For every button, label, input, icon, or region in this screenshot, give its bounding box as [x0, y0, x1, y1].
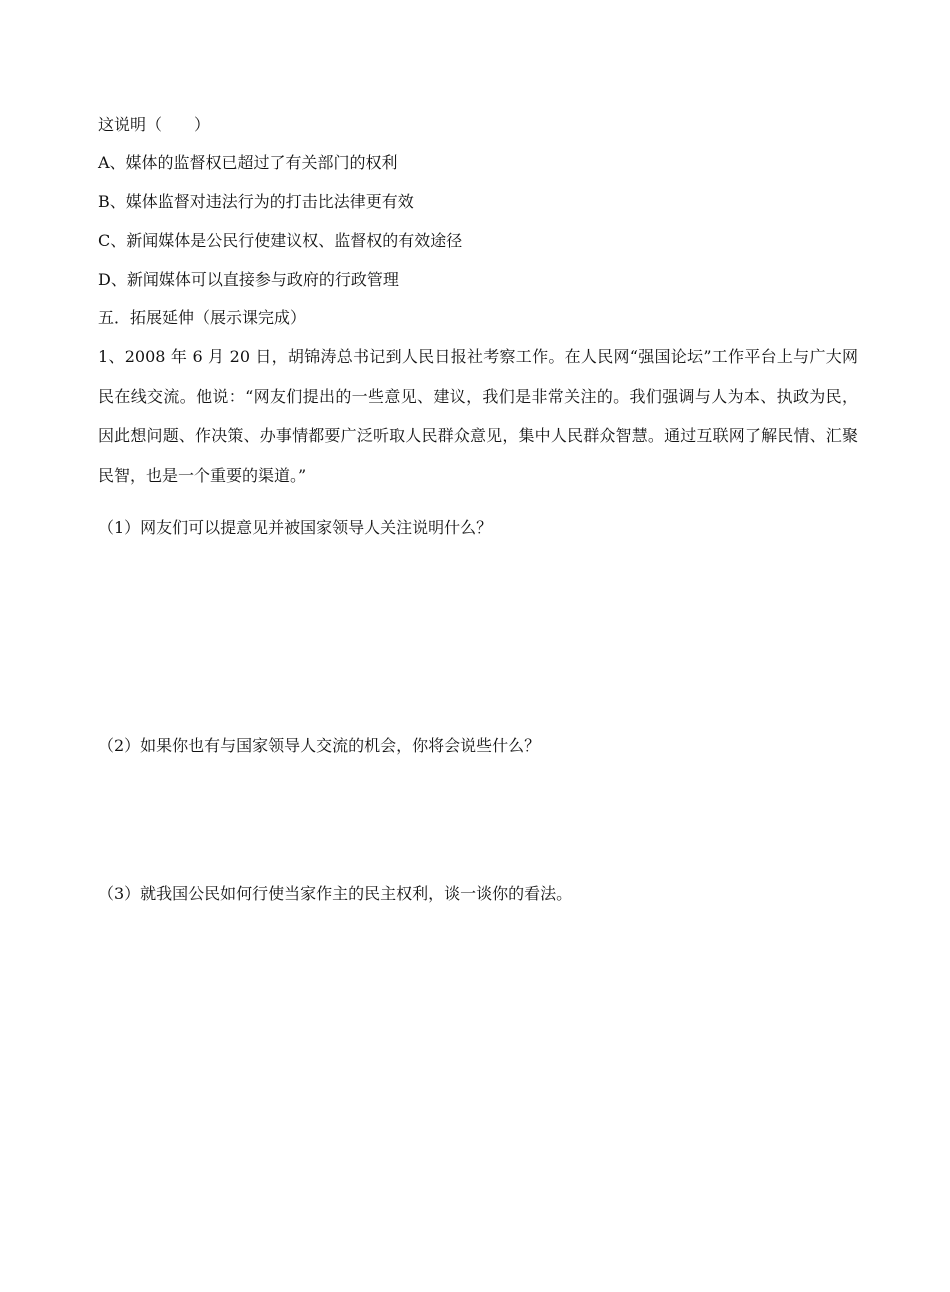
option-d: D、新闻媒体可以直接参与政府的行政管理 [98, 270, 399, 289]
sub-question-2: （2）如果你也有与国家领导人交流的机会，你将会说些什么？ [98, 736, 541, 755]
option-a: A、媒体的监督权已超过了有关部门的权利 [98, 153, 398, 172]
option-c: C、新闻媒体是公民行使建议权、监督权的有效途径 [98, 231, 463, 250]
sub-question-3: （3）就我国公民如何行使当家作主的民主权利，谈一谈你的看法。 [98, 884, 573, 903]
sub-question-1: （1）网友们可以提意见并被国家领导人关注说明什么？ [98, 518, 493, 537]
option-b: B、媒体监督对违法行为的打击比法律更有效 [98, 192, 414, 211]
section-title: 五．拓展延伸（展示课完成） [98, 308, 307, 327]
material-paragraph: 1、2008 年 6 月 20 日，胡锦涛总书记到人民日报社考察工作。在人民网“强国论坛”工作平台上与广大网民在线交流。他说：“网友们提出的一些意见、建议，我们是非常关注的。我们强调与人为本、执政为民，因此想问题、作决策、办事情都要广泛听取人民群众意见，集中人民群众智慧。通过互联网了解民情、汇聚民智，也是一个重要的渠道。” [98, 347, 858, 485]
question-stem: 这说明（ ） [98, 115, 211, 134]
